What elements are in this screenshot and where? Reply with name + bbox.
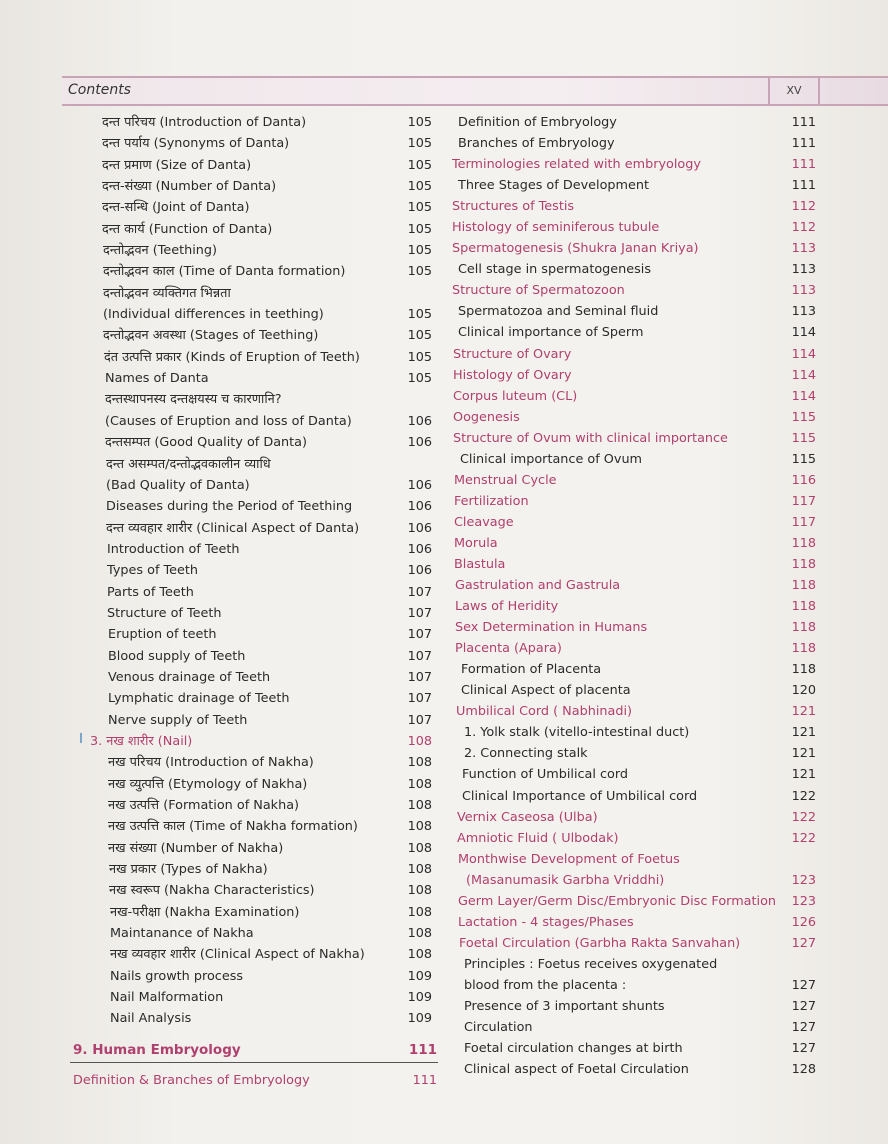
toc-entry-page: 107 xyxy=(407,691,432,707)
toc-entry-label: Nerve supply of Teeth xyxy=(108,712,248,728)
toc-row[interactable] xyxy=(452,722,822,743)
toc-entry-page: 108 xyxy=(407,840,432,856)
toc-entry-label: blood from the placenta : xyxy=(464,977,627,993)
toc-entry-label: दन्त प्रमाण (Size of Danta) xyxy=(102,157,252,173)
toc-entry-label: Cleavage xyxy=(454,514,514,530)
toc-row[interactable] xyxy=(452,512,822,533)
toc-entry-page: 127 xyxy=(791,935,816,951)
toc-entry-page: 122 xyxy=(791,809,816,825)
toc-entry-label: Umbilical Cord ( Nabhinadi) xyxy=(456,704,633,720)
toc-row[interactable] xyxy=(452,1059,822,1080)
toc-entry-page: 121 xyxy=(791,704,816,720)
toc-entry-label: Germ Layer/Germ Disc/Embryonic Disc Formation xyxy=(458,893,777,909)
toc-entry-page: 123 xyxy=(791,893,816,909)
toc-row[interactable] xyxy=(452,428,822,449)
toc-entry-page: 105 xyxy=(407,179,432,195)
toc-row[interactable] xyxy=(70,240,440,261)
toc-entry-page: 114 xyxy=(791,367,816,383)
toc-entry-page: 111 xyxy=(412,1073,437,1088)
toc-entry-label: Maintanance of Nakha xyxy=(110,926,254,942)
toc-entry-page: 112 xyxy=(791,220,816,236)
toc-entry-label: Clinical Aspect of placenta xyxy=(461,683,631,699)
toc-row[interactable] xyxy=(70,389,440,410)
toc-entry-label: Introduction of Teeth xyxy=(107,541,240,557)
toc-entry-page: 111 xyxy=(791,115,816,130)
toc-entry-label: नख व्युत्पत्ति (Etymology of Nakha) xyxy=(108,776,308,792)
toc-row[interactable] xyxy=(70,838,440,859)
toc-entry-page: 123 xyxy=(791,872,816,888)
toc-row[interactable] xyxy=(70,624,440,645)
toc-entry-label: दन्त-संख्या (Number of Danta) xyxy=(102,179,277,195)
toc-row[interactable] xyxy=(70,347,440,368)
toc-entry-label: Presence of 3 important shunts xyxy=(464,998,665,1014)
toc-entry-label: Structure of Teeth xyxy=(107,605,222,621)
toc-entry-page: 105 xyxy=(407,221,432,237)
header-title: Contents xyxy=(68,82,131,98)
toc-entry-page: 118 xyxy=(791,641,816,657)
toc-entry-label: नख व्यवहार शारीर (Clinical Aspect of Nakha) xyxy=(110,947,365,963)
toc-entry-page: 121 xyxy=(791,725,816,741)
toc-entry-label: (Masanumasik Garbha Vriddhi) xyxy=(466,872,665,888)
toc-entry-page: 108 xyxy=(407,947,432,963)
toc-row[interactable] xyxy=(70,432,440,453)
toc-row[interactable] xyxy=(70,560,440,581)
toc-entry-label: 3. नख शारीर (Nail) xyxy=(90,733,193,749)
toc-entry-label: नख उत्पत्ति (Formation of Nakha) xyxy=(108,798,300,813)
toc-entry-label: नख प्रकार (Types of Nakha) xyxy=(109,862,268,878)
toc-row[interactable] xyxy=(452,175,822,196)
toc-row[interactable] xyxy=(70,197,440,218)
toc-entry-label: Sex Determination in Humans xyxy=(455,620,648,636)
toc-entry-page: 106 xyxy=(407,563,432,579)
toc-row[interactable] xyxy=(452,301,822,322)
toc-entry-label: दन्तसम्पत (Good Quality of Danta) xyxy=(105,435,308,451)
toc-entry-label: Foetal circulation changes at birth xyxy=(464,1041,683,1057)
toc-row[interactable] xyxy=(70,987,440,1008)
toc-entry-page: 117 xyxy=(791,493,816,509)
toc-entry-label: दन्त-सन्धि (Joint of Danta) xyxy=(102,200,250,216)
toc-entry-label: Nails growth process xyxy=(110,968,244,984)
toc-row[interactable] xyxy=(452,849,822,870)
toc-entry-page: 117 xyxy=(791,514,816,530)
toc-entry-label: Branches of Embryology xyxy=(458,136,615,152)
toc-entry-label: Three Stages of Development xyxy=(458,178,649,194)
toc-entry-page: 114 xyxy=(791,346,816,362)
toc-row[interactable] xyxy=(452,807,822,828)
toc-row[interactable] xyxy=(70,219,440,240)
toc-entry-page: 106 xyxy=(407,499,432,515)
toc-entry-page: 112 xyxy=(791,199,816,215)
toc-row[interactable] xyxy=(452,1038,822,1059)
toc-entry-label: Foetal Circulation (Garbha Rakta Sanvahan) xyxy=(459,935,741,951)
toc-entry-label: Lymphatic drainage of Teeth xyxy=(108,691,290,707)
toc-entry-label: दन्त असम्पत/दन्तोद्भवकालीन व्याधि xyxy=(106,456,271,472)
toc-row[interactable] xyxy=(70,518,440,539)
toc-row[interactable] xyxy=(70,261,440,282)
toc-entry-label: Oogenesis xyxy=(453,409,520,425)
toc-entry-label: दंत उत्पत्ति प्रकार (Kinds of Eruption of Teeth) xyxy=(104,349,360,365)
left-column xyxy=(70,112,440,1030)
toc-row[interactable] xyxy=(70,155,440,176)
toc-entry-page: 105 xyxy=(407,349,432,365)
toc-row[interactable] xyxy=(452,828,822,849)
toc-entry-page: 115 xyxy=(791,430,816,446)
toc-entry-page: 118 xyxy=(791,578,816,594)
toc-entry-label: Menstrual Cycle xyxy=(454,472,557,488)
toc-entry-label: (Bad Quality of Danta) xyxy=(106,477,250,493)
toc-entry-label: दन्तोद्भवन काल (Time of Danta formation) xyxy=(103,264,346,280)
toc-entry-page: 113 xyxy=(791,304,816,320)
toc-entry-page: 111 xyxy=(791,157,816,173)
toc-row[interactable] xyxy=(452,322,822,343)
toc-entry-page: 106 xyxy=(407,520,432,536)
toc-entry-page: 108 xyxy=(407,755,432,771)
toc-row[interactable] xyxy=(452,554,822,575)
toc-entry-page: 107 xyxy=(407,648,432,664)
toc-entry-page: 118 xyxy=(791,599,816,615)
toc-row[interactable] xyxy=(70,774,440,795)
toc-row[interactable] xyxy=(452,680,822,701)
toc-entry-label: Blastula xyxy=(454,556,506,572)
toc-entry-label: दन्तोद्भवन (Teething) xyxy=(103,243,218,259)
toc-entry-page: 116 xyxy=(791,472,816,488)
toc-row[interactable] xyxy=(70,902,440,923)
toc-entry-label: Structure of Spermatozoon xyxy=(452,283,625,299)
toc-row[interactable] xyxy=(452,386,822,407)
toc-entry-label: Fertilization xyxy=(454,493,529,509)
toc-row[interactable] xyxy=(70,475,440,496)
toc-entry-label: Histology of seminiferous tubule xyxy=(452,220,660,236)
toc-row[interactable] xyxy=(70,731,440,752)
toc-entry-page: 113 xyxy=(791,262,816,278)
right-column xyxy=(452,112,822,1080)
toc-row[interactable] xyxy=(452,975,822,996)
toc-row[interactable] xyxy=(452,365,822,386)
toc-entry-page: 109 xyxy=(407,1011,432,1027)
toc-entry-page: 105 xyxy=(407,157,432,173)
toc-row[interactable] xyxy=(70,923,440,944)
toc-row[interactable] xyxy=(452,470,822,491)
toc-entry-page: 108 xyxy=(407,798,432,813)
toc-entry-page: 118 xyxy=(791,620,816,636)
toc-entry-page: 122 xyxy=(791,788,816,804)
toc-entry-label: 2. Connecting stalk xyxy=(464,746,588,762)
toc-entry-label: Amniotic Fluid ( Ulbodak) xyxy=(457,830,619,846)
toc-entry-page: 108 xyxy=(407,862,432,878)
toc-row[interactable] xyxy=(70,283,440,304)
toc-entry-label: Histology of Ovary xyxy=(453,367,572,383)
toc-row[interactable] xyxy=(70,325,440,346)
toc-row[interactable] xyxy=(70,304,440,325)
toc-row[interactable] xyxy=(70,582,440,603)
toc-entry-page: 108 xyxy=(407,776,432,792)
toc-entry-label: (Individual differences in teething) xyxy=(103,307,324,323)
toc-entry-page: 122 xyxy=(791,830,816,846)
toc-entry-label: Spermatogenesis (Shukra Janan Kriya) xyxy=(452,241,699,257)
toc-entry-page: 111 xyxy=(791,136,816,152)
toc-row[interactable] xyxy=(70,133,440,154)
toc-entry-page: 120 xyxy=(791,683,816,699)
toc-entry-page: 105 xyxy=(407,136,432,152)
toc-row[interactable] xyxy=(452,133,822,154)
toc-entry-page: 105 xyxy=(407,200,432,216)
toc-row[interactable] xyxy=(452,786,822,807)
toc-entry-page: 105 xyxy=(407,328,432,344)
header-page-number: XV xyxy=(768,78,820,104)
toc-entry-label: दन्तस्थापनस्य दन्तक्षयस्य च कारणानि? xyxy=(105,392,282,408)
toc-entry-page: 113 xyxy=(791,283,816,299)
toc-row[interactable] xyxy=(70,1008,440,1029)
toc-row[interactable] xyxy=(452,638,822,659)
toc-entry-page: 107 xyxy=(407,627,432,643)
toc-entry-page: 106 xyxy=(407,477,432,493)
toc-entry-label: Cell stage in spermatogenesis xyxy=(458,262,652,278)
toc-entry-label: Venous drainage of Teeth xyxy=(108,669,271,685)
toc-row[interactable] xyxy=(452,743,822,764)
toc-entry-page: 121 xyxy=(791,767,816,783)
embryology-heading-page: 111 xyxy=(408,1042,437,1058)
toc-entry-page: 115 xyxy=(791,451,816,467)
toc-entry-label: Clinical Importance of Umbilical cord xyxy=(462,788,698,804)
toc-entry-page: 114 xyxy=(791,388,816,404)
toc-entry-label: नख परिचय (Introduction of Nakha) xyxy=(108,755,314,771)
toc-row[interactable] xyxy=(452,1017,822,1038)
toc-entry-page: 118 xyxy=(791,535,816,551)
toc-row[interactable] xyxy=(452,196,822,217)
toc-row[interactable] xyxy=(452,259,822,280)
toc-entry-page: 127 xyxy=(791,1041,816,1057)
toc-entry-label: दन्त परिचय (Introduction of Danta) xyxy=(102,115,307,130)
toc-entry-page: 108 xyxy=(407,904,432,920)
toc-entry-page: 107 xyxy=(407,712,432,728)
toc-entry-page: 126 xyxy=(791,914,816,930)
toc-entry-label: Formation of Placenta xyxy=(461,662,602,678)
toc-row[interactable] xyxy=(452,344,822,365)
embryology-heading-row[interactable] xyxy=(73,1040,439,1062)
toc-entry-label: Gastrulation and Gastrula xyxy=(455,578,621,594)
toc-entry-page: 105 xyxy=(407,243,432,259)
toc-row[interactable] xyxy=(452,449,822,470)
toc-entry-page: 109 xyxy=(407,990,432,1006)
toc-row[interactable] xyxy=(452,280,822,301)
toc-row[interactable] xyxy=(452,870,822,891)
toc-entry-page: 121 xyxy=(791,746,816,762)
toc-entry-label: Definition of Embryology xyxy=(458,115,617,130)
toc-row[interactable] xyxy=(452,617,822,638)
toc-entry-label: दन्त व्यवहार शारीर (Clinical Aspect of Danta) xyxy=(106,520,360,536)
contents-header xyxy=(62,76,888,106)
toc-entry-label: Spermatozoa and Seminal fluid xyxy=(458,304,659,320)
toc-row[interactable] xyxy=(452,596,822,617)
toc-entry-label: Structures of Testis xyxy=(452,199,575,215)
toc-entry-page: 106 xyxy=(407,541,432,557)
heading-underline xyxy=(70,1062,438,1063)
embryology-heading: 9. Human Embryology xyxy=(73,1042,241,1058)
toc-row[interactable] xyxy=(452,238,822,259)
toc-entry-label: Laws of Heridity xyxy=(455,599,559,615)
toc-entry-label: Function of Umbilical cord xyxy=(462,767,629,783)
toc-row[interactable] xyxy=(452,996,822,1017)
toc-entry-page: 109 xyxy=(407,968,432,984)
toc-entry-label: Structure of Ovary xyxy=(453,346,572,362)
toc-row[interactable] xyxy=(452,659,822,680)
toc-entry-label: Types of Teeth xyxy=(107,563,199,579)
toc-entry-page: 113 xyxy=(791,241,816,257)
toc-entry-page: 114 xyxy=(791,325,816,341)
toc-row[interactable] xyxy=(70,368,440,389)
toc-entry-label: Clinical importance of Sperm xyxy=(458,325,644,341)
toc-row[interactable] xyxy=(452,701,822,722)
toc-row[interactable] xyxy=(452,407,822,428)
toc-entry-label: Principles : Foetus receives oxygenated xyxy=(464,956,718,972)
toc-entry-label: Eruption of teeth xyxy=(108,627,217,643)
toc-row[interactable] xyxy=(70,454,440,475)
toc-row[interactable] xyxy=(70,944,440,965)
toc-row[interactable] xyxy=(70,966,440,987)
toc-entry-label: 1. Yolk stalk (vitello-intestinal duct) xyxy=(464,725,690,741)
toc-entry-page: 127 xyxy=(791,977,816,993)
toc-entry-label: Circulation xyxy=(464,1020,533,1036)
toc-row[interactable] xyxy=(70,752,440,773)
toc-entry-page: 106 xyxy=(407,435,432,451)
toc-row[interactable] xyxy=(70,603,440,624)
toc-row[interactable] xyxy=(70,112,440,133)
toc-entry-page: 106 xyxy=(407,413,432,429)
toc-row[interactable] xyxy=(70,496,440,517)
toc-entry-page: 118 xyxy=(791,662,816,678)
toc-entry-label: Lactation - 4 stages/Phases xyxy=(458,914,634,930)
toc-row[interactable] xyxy=(70,688,440,709)
toc-row[interactable] xyxy=(70,646,440,667)
toc-row[interactable] xyxy=(70,176,440,197)
toc-entry-label: Monthwise Development of Foetus xyxy=(458,851,680,867)
toc-entry-label: Clinical aspect of Foetal Circulation xyxy=(464,1062,689,1078)
toc-entry-page: 111 xyxy=(791,178,816,194)
toc-entry-page: 108 xyxy=(407,819,432,835)
toc-entry-page: 107 xyxy=(407,584,432,600)
toc-entry-label: नख संख्या (Number of Nakha) xyxy=(108,840,284,856)
toc-entry-label: दन्तोद्भवन व्यक्तिगत भिन्नता xyxy=(103,285,231,301)
toc-entry-label: नख-परीक्षा (Nakha Examination) xyxy=(110,904,300,920)
toc-entry-label: Corpus luteum (CL) xyxy=(453,388,578,404)
toc-row[interactable] xyxy=(70,411,440,432)
definition-branches-row[interactable] xyxy=(73,1070,439,1092)
toc-entry-page: 108 xyxy=(407,926,432,942)
toc-entry-page: 108 xyxy=(407,733,432,749)
toc-row[interactable] xyxy=(452,217,822,238)
toc-entry-page: 107 xyxy=(407,669,432,685)
toc-entry-label: Placenta (Apara) xyxy=(455,641,562,657)
toc-entry-label: Vernix Caseosa (Ulba) xyxy=(457,809,598,825)
toc-entry-label: (Causes of Eruption and loss of Danta) xyxy=(105,413,352,429)
toc-row[interactable] xyxy=(452,154,822,175)
toc-entry-label: नख उत्पत्ति काल (Time of Nakha formation) xyxy=(108,819,358,835)
toc-row[interactable] xyxy=(70,816,440,837)
toc-entry-label: Terminologies related with embryology xyxy=(452,157,701,173)
toc-row[interactable] xyxy=(452,954,822,975)
toc-entry-page: 128 xyxy=(791,1062,816,1078)
toc-entry-label: Definition & Branches of Embryology xyxy=(73,1073,310,1088)
toc-row[interactable] xyxy=(452,912,822,933)
toc-entry-label: दन्त पर्याय (Synonyms of Danta) xyxy=(102,136,290,152)
toc-entry-label: Nail Analysis xyxy=(110,1011,192,1027)
toc-row[interactable] xyxy=(70,667,440,688)
toc-row[interactable] xyxy=(70,880,440,901)
toc-entry-page: 127 xyxy=(791,998,816,1014)
toc-row[interactable] xyxy=(70,795,440,816)
toc-row[interactable] xyxy=(452,575,822,596)
toc-entry-label: Parts of Teeth xyxy=(107,584,194,600)
toc-entry-label: Morula xyxy=(454,535,498,551)
toc-entry-page: 105 xyxy=(407,264,432,280)
toc-row[interactable] xyxy=(452,891,822,912)
toc-row[interactable] xyxy=(452,491,822,512)
toc-entry-label: Blood supply of Teeth xyxy=(108,648,246,664)
toc-entry-page: 118 xyxy=(791,556,816,572)
toc-entry-label: Clinical importance of Ovum xyxy=(460,451,643,467)
toc-entry-page: 115 xyxy=(791,409,816,425)
toc-entry-page: 105 xyxy=(407,371,432,387)
toc-row[interactable] xyxy=(70,710,440,731)
toc-entry-label: दन्तोद्भवन अवस्था (Stages of Teething) xyxy=(103,328,319,344)
toc-entry-label: Diseases during the Period of Teething xyxy=(106,499,353,515)
toc-entry-label: Structure of Ovum with clinical importance xyxy=(453,430,728,446)
toc-entry-page: 105 xyxy=(407,307,432,323)
toc-row[interactable] xyxy=(452,764,822,785)
toc-entry-label: Names of Danta xyxy=(105,371,209,387)
toc-row[interactable] xyxy=(70,539,440,560)
toc-row[interactable] xyxy=(452,533,822,554)
toc-row[interactable] xyxy=(452,112,822,133)
toc-row[interactable] xyxy=(452,933,822,954)
toc-entry-label: नख स्वरूप (Nakha Characteristics) xyxy=(109,883,315,899)
toc-entry-page: 127 xyxy=(791,1020,816,1036)
toc-entry-page: 107 xyxy=(407,605,432,621)
toc-entry-page: 108 xyxy=(407,883,432,899)
toc-entry-label: Nail Malformation xyxy=(110,990,224,1006)
toc-entry-page: 105 xyxy=(407,115,432,130)
toc-row[interactable] xyxy=(70,859,440,880)
toc-entry-label: दन्त कार्य (Function of Danta) xyxy=(102,221,273,237)
